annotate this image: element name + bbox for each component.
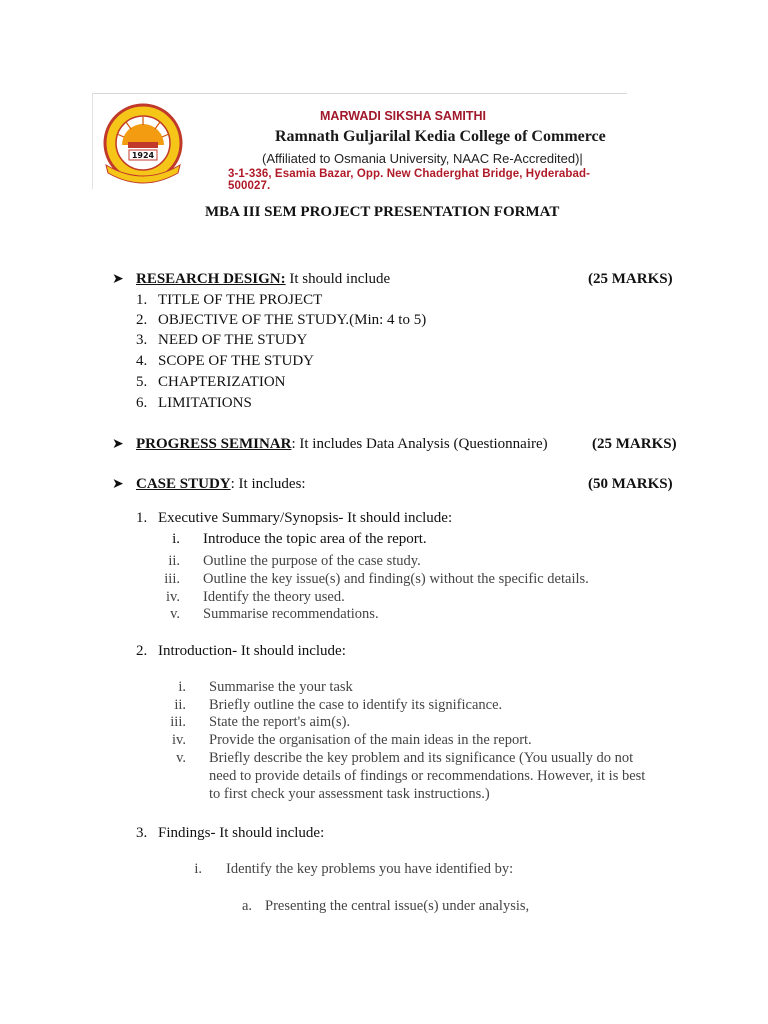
roman-num: i. (178, 679, 186, 695)
list-item-text: Presenting the central issue(s) under analysis, (265, 898, 530, 914)
roman-num: v. (176, 750, 186, 766)
roman-num: iv. (172, 732, 186, 748)
list-item-text: Briefly outline the case to identify its significance. (209, 697, 503, 713)
case-study-marks: (50 MARKS) (588, 476, 673, 492)
list-num: 3. (136, 332, 148, 348)
letter-num: a. (242, 898, 253, 914)
list-num: 2. (136, 312, 148, 328)
list-item-text-cont: to first check your assessment task instructions.) (209, 786, 490, 802)
arrow-bullet-icon: ➤ (112, 436, 124, 452)
research-design-marks: (25 MARKS) (588, 271, 673, 287)
list-item-text: Identify the theory used. (203, 589, 345, 605)
exec-summary-heading: Executive Summary/Synopsis- It should include: (158, 510, 453, 526)
address: 3-1-336, Esamia Bazar, Opp. New Chaderghat Bridge, Hyderabad- 500027. (228, 168, 591, 192)
progress-seminar-marks: (25 MARKS) (592, 436, 677, 452)
introduction-heading: Introduction- It should include: (158, 643, 346, 659)
case-study-heading (136, 476, 306, 493)
header-border-left (92, 93, 93, 189)
list-num: 5. (136, 374, 148, 390)
arrow-bullet-icon: ➤ (112, 476, 124, 492)
case-study-intro: : It includes: (230, 476, 306, 492)
logo-year: 1924 (131, 151, 155, 160)
list-item-text: TITLE OF THE PROJECT (158, 292, 323, 308)
letterhead (92, 93, 627, 193)
progress-seminar-heading (136, 436, 548, 453)
case-study-label: CASE STUDY (136, 476, 231, 492)
list-item-text: Outline the purpose of the case study. (203, 553, 421, 569)
college-logo (98, 103, 188, 185)
list-item-text: State the report's aim(s). (209, 714, 351, 730)
research-design-heading (136, 271, 390, 288)
list-num: 1. (136, 510, 148, 526)
roman-num: iii. (170, 714, 186, 730)
org-name: MARWADI SIKSHA SAMITHI (320, 109, 486, 123)
list-item-text: Briefly describe the key problem and its significance (You usually do not (209, 750, 634, 766)
roman-num: iii. (164, 571, 180, 587)
affiliation: (Affiliated to Osmania University, NAAC Re-Accredited)| (262, 151, 583, 166)
roman-num: ii. (174, 697, 186, 713)
research-design-label: RESEARCH DESIGN: (136, 271, 286, 287)
list-num: 3. (136, 825, 148, 841)
research-design-intro: It should include (285, 271, 391, 287)
list-item-text: Summarise the your task (209, 679, 353, 695)
roman-num: iv. (166, 589, 180, 605)
college-name: Ramnath Guljarilal Kedia College of Commerce (275, 128, 606, 145)
list-item-text: Summarise recommendations. (203, 606, 379, 622)
roman-num: i. (172, 531, 180, 547)
list-item (136, 292, 147, 309)
list-item-text: LIMITATIONS (158, 395, 252, 411)
list-item-text-cont: need to provide details of findings or recommendations. However, it is best (209, 768, 646, 784)
list-item-text: Outline the key issue(s) and finding(s) without the specific details. (203, 571, 589, 587)
list-num: 4. (136, 353, 148, 369)
list-num: 2. (136, 643, 148, 659)
list-item-text: SCOPE OF THE STUDY (158, 353, 314, 369)
list-item-text: CHAPTERIZATION (158, 374, 286, 390)
list-item-text: Identify the key problems you have identified by: (226, 861, 514, 877)
list-num: 6. (136, 395, 148, 411)
roman-num: i. (194, 861, 202, 877)
progress-seminar-intro: : It includes Data Analysis (Questionnaire) (291, 436, 548, 452)
list-num: 1. (136, 292, 148, 308)
roman-num: v. (170, 606, 180, 622)
progress-seminar-label: PROGRESS SEMINAR (136, 436, 292, 452)
list-item-text: NEED OF THE STUDY (158, 332, 308, 348)
page-title: MBA III SEM PROJECT PRESENTATION FORMAT (205, 204, 560, 220)
arrow-bullet-icon: ➤ (112, 271, 124, 287)
list-item-text: Introduce the topic area of the report. (203, 531, 427, 547)
list-item-text: Provide the organisation of the main ideas in the report. (209, 732, 532, 748)
roman-num: ii. (168, 553, 180, 569)
header-border (92, 93, 627, 94)
findings-heading: Findings- It should include: (158, 825, 325, 841)
list-item-text: OBJECTIVE OF THE STUDY.(Min: 4 to 5) (158, 312, 427, 328)
